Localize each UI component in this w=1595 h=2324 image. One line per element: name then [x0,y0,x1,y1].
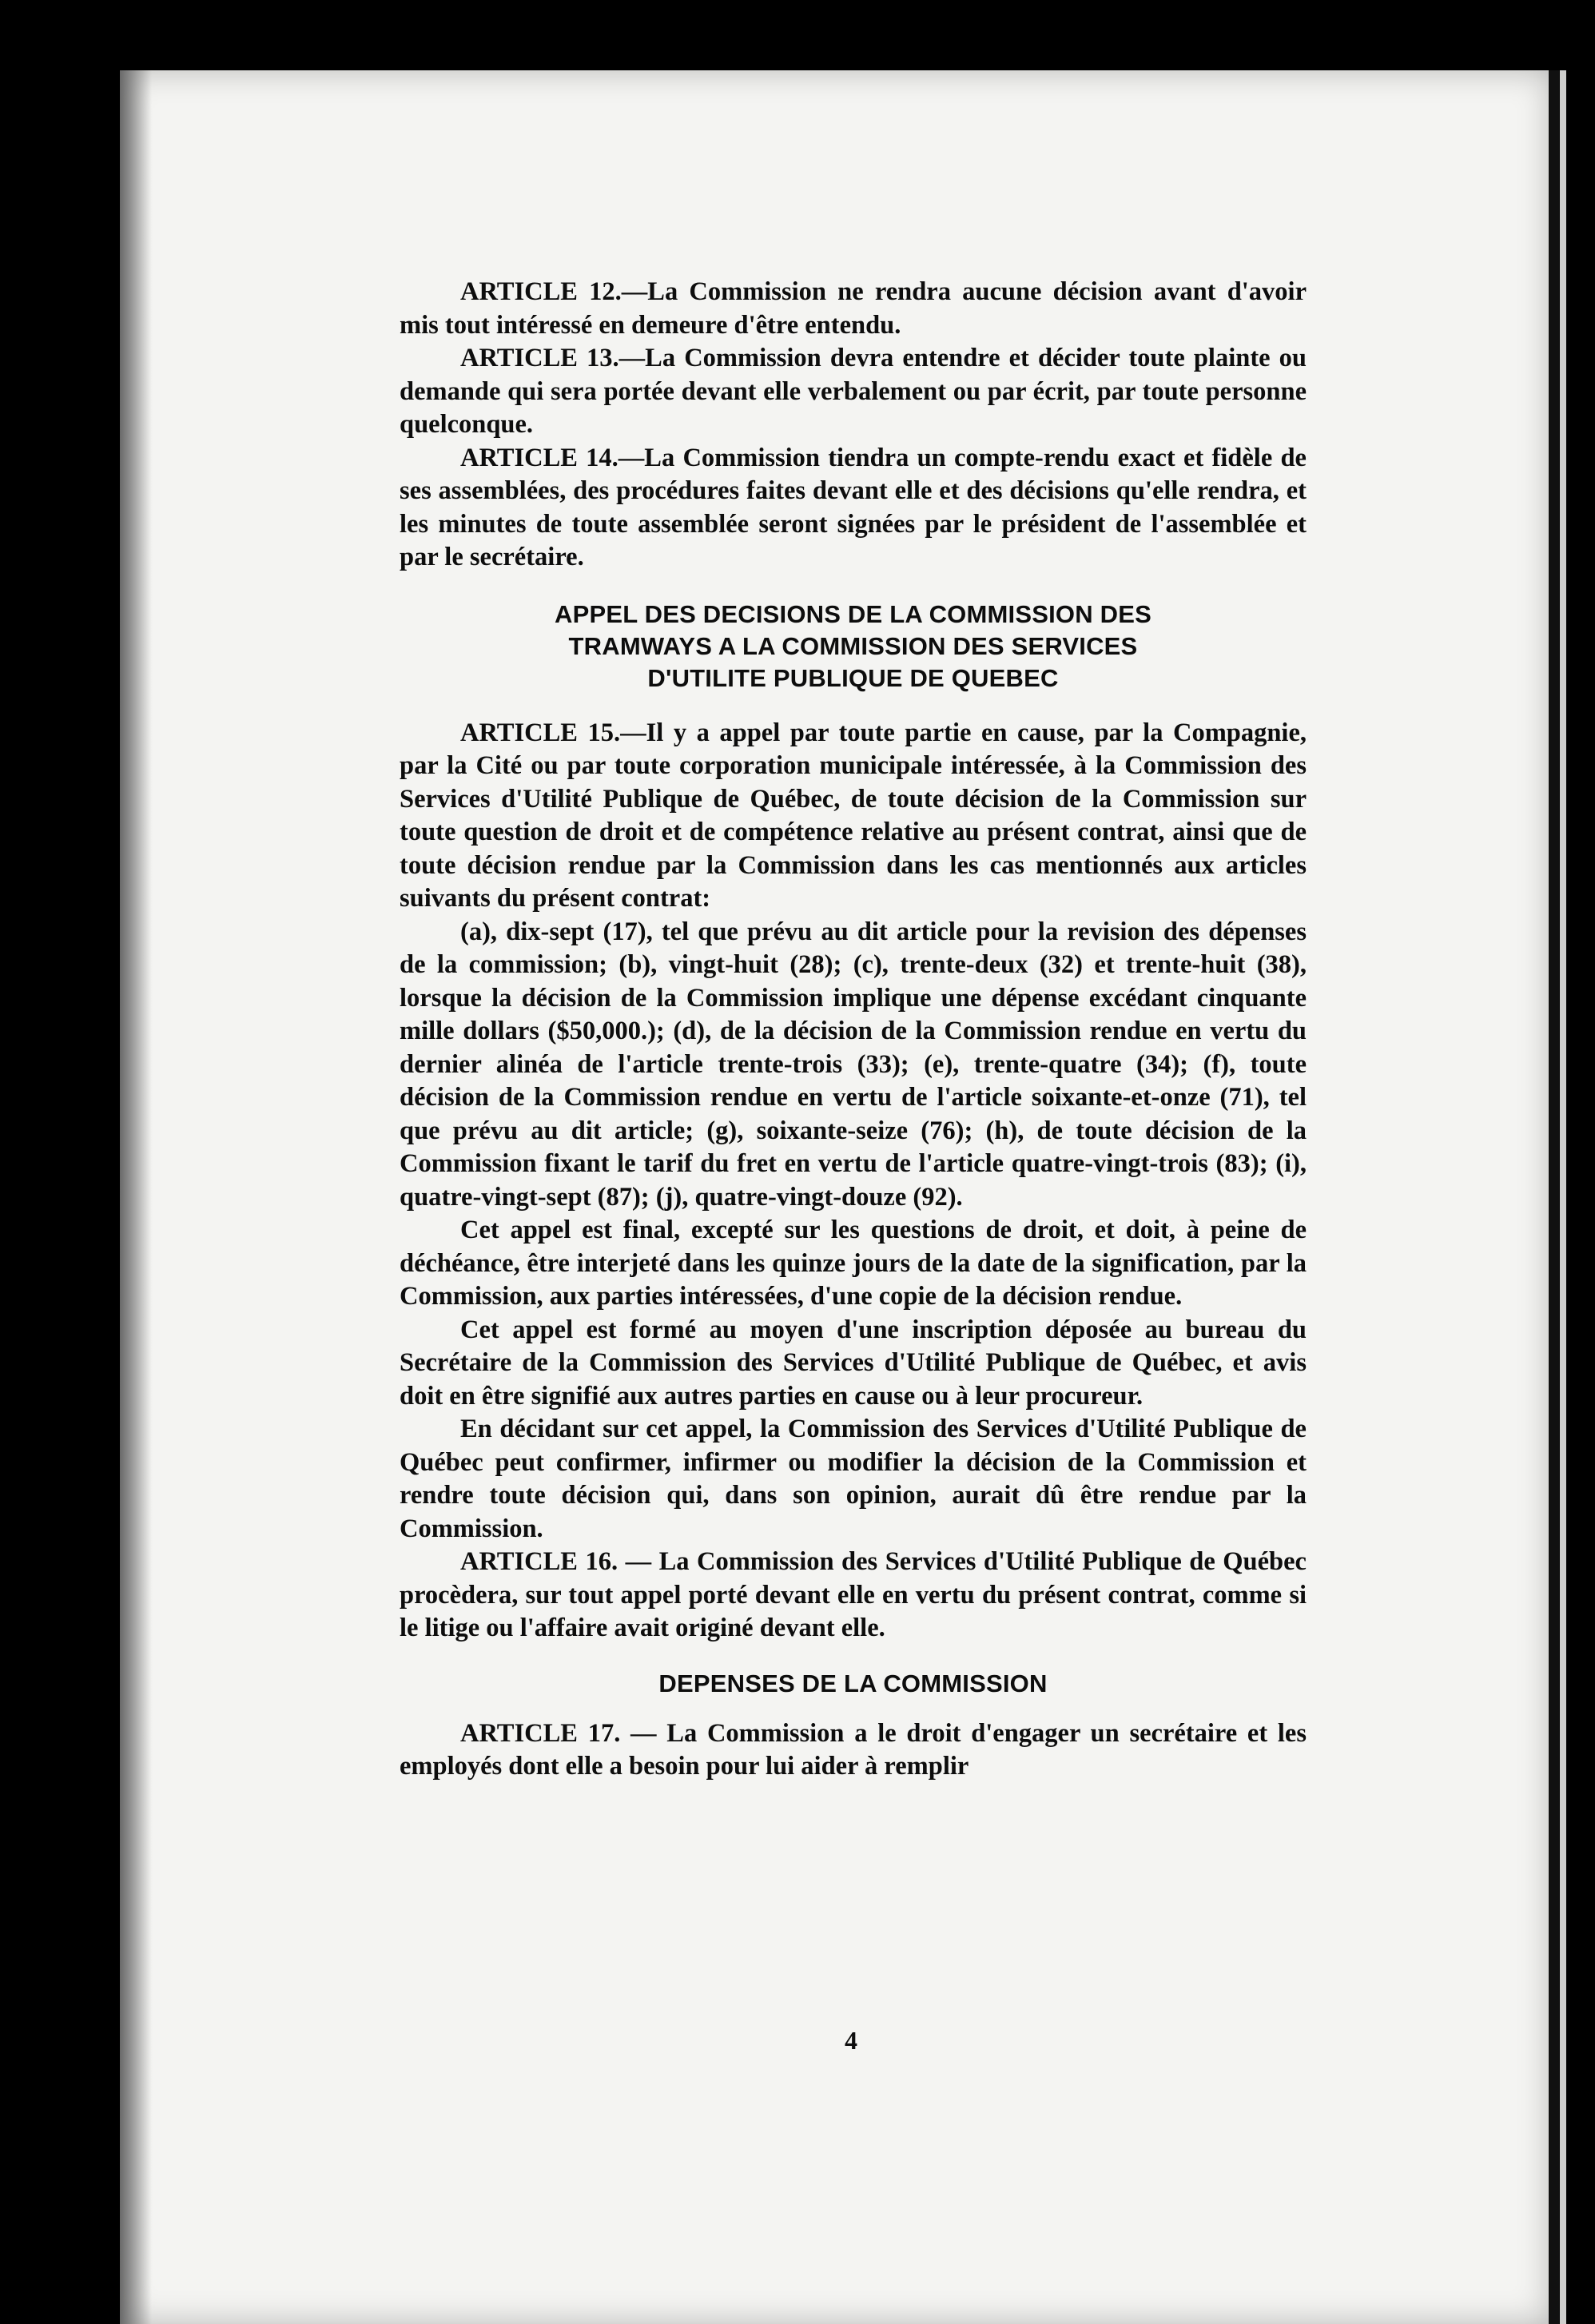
next-page-edge [1560,70,1566,2324]
document-body [400,276,1307,1784]
article-12: ARTICLE 12.—La Commission ne rendra aucune décision avant d'avoir mis tout intéressé en demeure d'être entendu. [400,277,1307,340]
appeal-final-paragraph: Cet appel est final, excepté sur les questions de droit, et doit, à peine de déchéance, être interjeté dans les quinze jours de la date de la signification, par la Commission, aux parties intéressées, d'une copie de la décision rendue. [400,1216,1307,1311]
appeal-inscription-paragraph: Cet appel est formé au moyen d'une inscription déposée au bureau du Secrétaire de la Commission des Services d'Utilité Publique de Québec, et avis doit en être signifié aux autres parties en cause ou à leur procureur. [400,1315,1307,1411]
article-13: ARTICLE 13.—La Commission devra entendre et décider toute plainte ou demande qui sera portée devant elle verbalement ou par écrit, par toute personne quelconque. [400,344,1307,439]
page-number: 4 [845,2026,857,2055]
page-right-edge [1549,70,1560,2324]
heading-line: D'UTILITE PUBLIQUE DE QUEBEC [647,663,1059,692]
article-15: ARTICLE 15.—Il y a appel par toute partie en cause, par la Compagnie, par la Cité ou par toute corporation municipale intéressée, à la Commission des Services d'Utilité Publique de Québec, de toute décision de la Commission sur toute question de droit et de compétence relative au présent contrat, ainsi que de toute décision rendue par la Commission dans les cas mentionnés aux articles suivants du présent contrat: [400,718,1307,913]
heading-line: APPEL DES DECISIONS DE LA COMMISSION DES [555,599,1152,628]
article-15-cases: (a), dix-sept (17), tel que prévu au dit article pour la revision des dépenses de la commission; (b), vingt-huit (28); (c), trente-deux (32) et trente-huit (38), lorsque la décision de la Commission implique une dépense excédant cinquante mille dollars ($50,000.); (d), de la décision de la Commission rendue en vertu du dernier alinéa de l'article trente-trois (33); (e), trente-quatre (34); (f), toute décision de la Commission rendue en vertu de l'article soixante-et-onze (71), tel que prévu au dit article; (g), soixante-seize (76); (h), de toute décision de la Commission fixant le tarif du fret en vertu de l'article quatre-vingt-trois (83); (i), quatre-vingt-sept (87); (j), quatre-vingt-douze (92). [400,917,1307,1212]
article-14: ARTICLE 14.—La Commission tiendra un compte-rendu exact et fidèle de ses assemblées, des procédures faites devant elle et des décisions qu'elle rendra, et les minutes de toute assemblée seront signées par le président de l'assemblée et par le secrétaire. [400,443,1307,571]
appeal-decision-paragraph: En décidant sur cet appel, la Commission des Services d'Utilité Publique de Québec peut confirmer, infirmer ou modifier la décision de la Commission et rendre toute décision qui, dans son opinion, aurait dû être rendue par la Commission. [400,1415,1307,1543]
article-17: ARTICLE 17. — La Commission a le droit d'engager un secrétaire et les employés dont elle a besoin pour lui aider à remplir [400,1718,1307,1781]
article-16: ARTICLE 16. — La Commission des Services d'Utilité Publique de Québec procèdera, sur tout appel porté devant elle en vertu du présent contrat, comme si le litige ou l'affaire avait originé devant elle. [400,1547,1307,1642]
page-binding-shadow [120,70,152,2324]
section-heading-appel [400,599,1307,694]
section-heading-depenses: DEPENSES DE LA COMMISSION [658,1669,1048,1697]
heading-line: TRAMWAYS A LA COMMISSION DES SERVICES [568,631,1138,660]
